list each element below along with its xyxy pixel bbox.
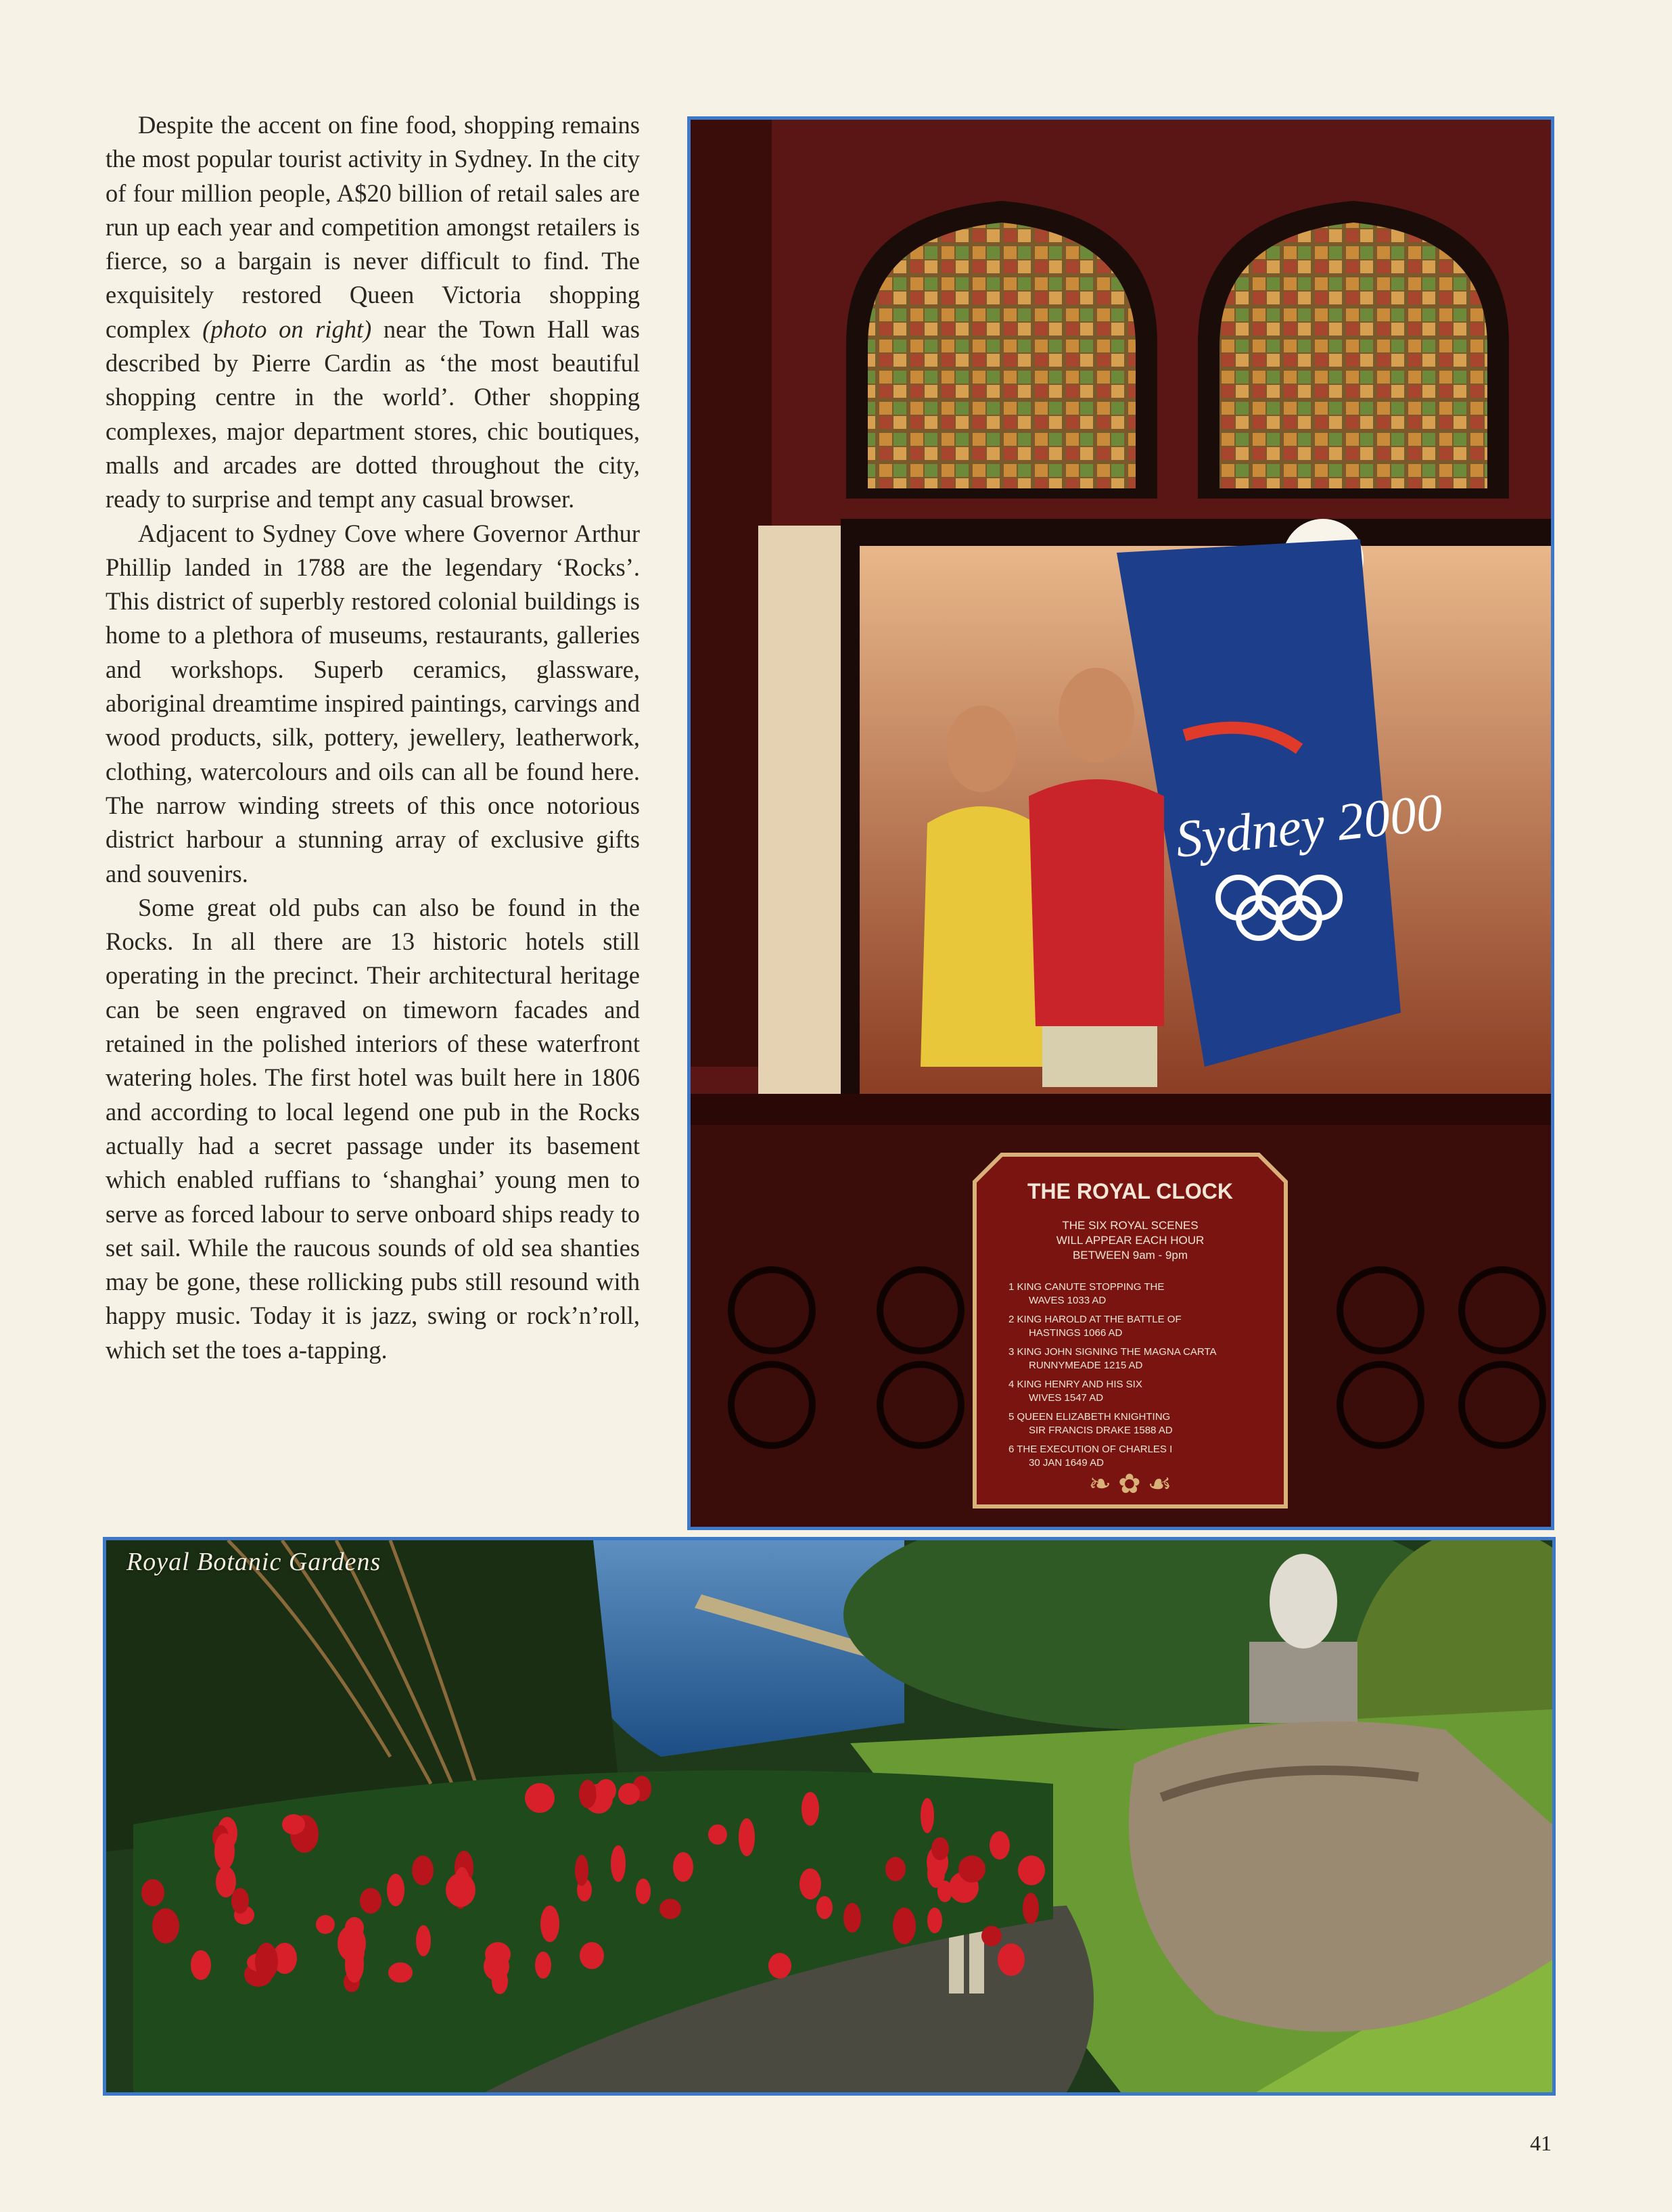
- plaque-scene-line: 3 KING JOHN SIGNING THE MAGNA CARTA: [1008, 1346, 1217, 1358]
- canna-flower: [231, 1888, 249, 1914]
- photo-caption: Royal Botanic Gardens: [126, 1548, 381, 1576]
- canna-flower: [540, 1906, 559, 1942]
- canna-flower: [611, 1845, 626, 1882]
- canna-flower: [958, 1856, 985, 1883]
- canna-flower: [579, 1780, 597, 1808]
- canna-flower: [659, 1899, 681, 1919]
- canna-flower: [575, 1855, 588, 1886]
- plaque-scene-line: 30 JAN 1649 AD: [1029, 1457, 1104, 1469]
- canna-flower: [927, 1908, 942, 1933]
- plaque-ornament: ❧ ✿ ☙: [1088, 1469, 1172, 1499]
- paragraph-1-text-a: Despite the accent on fine food, shopping remains the most popular tourist activity in Sydney. In the city of four million people, A$20 billion of retail sales are run up each year and competition amongst retailers is fierce, so a bargain is never difficult to find. The exquisitely restored Queen Victoria shopping complex: [106, 111, 640, 343]
- canna-flower: [636, 1879, 651, 1904]
- plaque-intro-2: WILL APPEAR EACH HOUR: [1056, 1234, 1205, 1247]
- canna-flower: [282, 1814, 305, 1835]
- plaque-scene-line: RUNNYMEADE 1215 AD: [1029, 1360, 1143, 1371]
- paragraph-2: Adjacent to Sydney Cove where Governor Arthur Phillip landed in 1788 are the legendary ‘Rocks’. This district of superbly restored colonial buildings is home to a plethora of museums, restaurants, galleries and workshops. Superb ceramics, glassware, aboriginal dreamtime inspired paintings, carvings and wood products, silk, pottery, jewellery, leatherwork, clothing, watercolours and oils can all be found here. The narrow winding streets of this once notorious district harbour a stunning array of exclusive gifts and souvenirs.: [106, 519, 640, 888]
- plaque-scene-line: 1 KING CANUTE STOPPING THE: [1008, 1281, 1165, 1293]
- paragraph-3: Some great old pubs can also be found in the Rocks. In all there are 13 historic hotels still operating in the precinct. Their architectural heritage can be seen engraved on timeworn facades and retained in the polished interiors of these waterfront watering holes. The first hotel was built here in 1806 and according to local legend one pub in the Rocks actually had a secret passage under its basement which enabled ruffians to ‘shanghai’ young men to serve as forced labour to serve onboard ships ready to set sail. While the raucous sounds of old sea shanties may be gone, these rollicking pubs still resound with happy music. Today it is jazz, swing or rock’n’roll, which set the toes a-tapping.: [106, 893, 640, 1364]
- canna-flower: [191, 1950, 211, 1980]
- photo-reference: (photo on right): [202, 315, 372, 343]
- canna-flower: [931, 1837, 949, 1860]
- canna-flower: [990, 1831, 1010, 1860]
- canna-flower: [214, 1833, 235, 1870]
- plaque-scene-line: 2 KING HAROLD AT THE BATTLE OF: [1008, 1314, 1182, 1325]
- canna-flower: [1023, 1893, 1039, 1924]
- canna-flower: [816, 1896, 833, 1919]
- canna-flower: [799, 1868, 821, 1899]
- canna-flower: [843, 1903, 861, 1933]
- canna-flower: [596, 1779, 616, 1802]
- canna-flower: [673, 1852, 693, 1882]
- canna-flower: [388, 1962, 413, 1983]
- canna-flower: [618, 1783, 640, 1805]
- plaque-intro-1: THE SIX ROYAL SCENES: [1062, 1219, 1199, 1232]
- plaque-scene-line: 6 THE EXECUTION OF CHARLES I: [1008, 1444, 1173, 1455]
- paragraph-1: [106, 108, 640, 517]
- canna-flower: [535, 1952, 551, 1979]
- canna-flower: [416, 1925, 431, 1956]
- canna-flower: [921, 1798, 934, 1833]
- canna-flower: [446, 1873, 475, 1907]
- paragraph-1-text-b: near the Town Hall was described by Pierre Cardin as ‘the most beautiful shopping centre in the world’. Other shopping complexes, major department stores, chic boutiques, malls and arcades are dotted throughout the city, ready to surprise and tempt any casual browser.: [106, 315, 641, 513]
- canna-flower: [387, 1874, 404, 1906]
- queen-victoria-building-photo: [687, 116, 1554, 1530]
- canna-flower: [768, 1953, 791, 1979]
- canna-flower: [152, 1908, 179, 1943]
- canna-flower: [492, 1968, 508, 1994]
- plaque-scene-line: SIR FRANCIS DRAKE 1588 AD: [1029, 1425, 1173, 1436]
- page-number: 41: [1530, 2131, 1552, 2155]
- canna-flower: [981, 1926, 1002, 1946]
- plaque-title: THE ROYAL CLOCK: [1027, 1179, 1234, 1203]
- canna-flower: [255, 1943, 278, 1981]
- canna-flower: [885, 1857, 906, 1881]
- canna-flower: [141, 1879, 164, 1906]
- canna-flower: [525, 1783, 555, 1813]
- canna-flower: [998, 1943, 1025, 1976]
- banner-text: Sydney 2000: [1172, 781, 1445, 869]
- canna-flower: [360, 1888, 381, 1914]
- canna-flower: [338, 1925, 366, 1962]
- garden-illustration: [106, 1540, 1552, 2092]
- canna-flower: [937, 1881, 952, 1902]
- plaque-scene-line: HASTINGS 1066 AD: [1029, 1327, 1123, 1339]
- plaque-scene-line: WIVES 1547 AD: [1029, 1392, 1104, 1404]
- shopfront-illustration: [691, 120, 1551, 1527]
- canna-flower: [802, 1792, 819, 1826]
- canna-flower: [580, 1942, 604, 1969]
- canna-flower: [1018, 1856, 1045, 1885]
- plaque-intro-3: BETWEEN 9am - 9pm: [1072, 1249, 1188, 1262]
- canna-flower: [412, 1856, 434, 1885]
- canna-flower: [739, 1818, 755, 1856]
- canna-flower: [316, 1915, 335, 1934]
- plaque-scene-line: WAVES 1033 AD: [1029, 1295, 1107, 1306]
- article-text: [106, 108, 640, 1367]
- royal-botanic-gardens-photo: [103, 1537, 1556, 2096]
- canna-flower: [893, 1908, 916, 1944]
- canna-flower: [708, 1824, 727, 1845]
- canna-flower: [216, 1866, 236, 1897]
- plaque-scene-line: 5 QUEEN ELIZABETH KNIGHTING: [1008, 1411, 1171, 1423]
- plaque-scene-line: 4 KING HENRY AND HIS SIX: [1008, 1379, 1142, 1390]
